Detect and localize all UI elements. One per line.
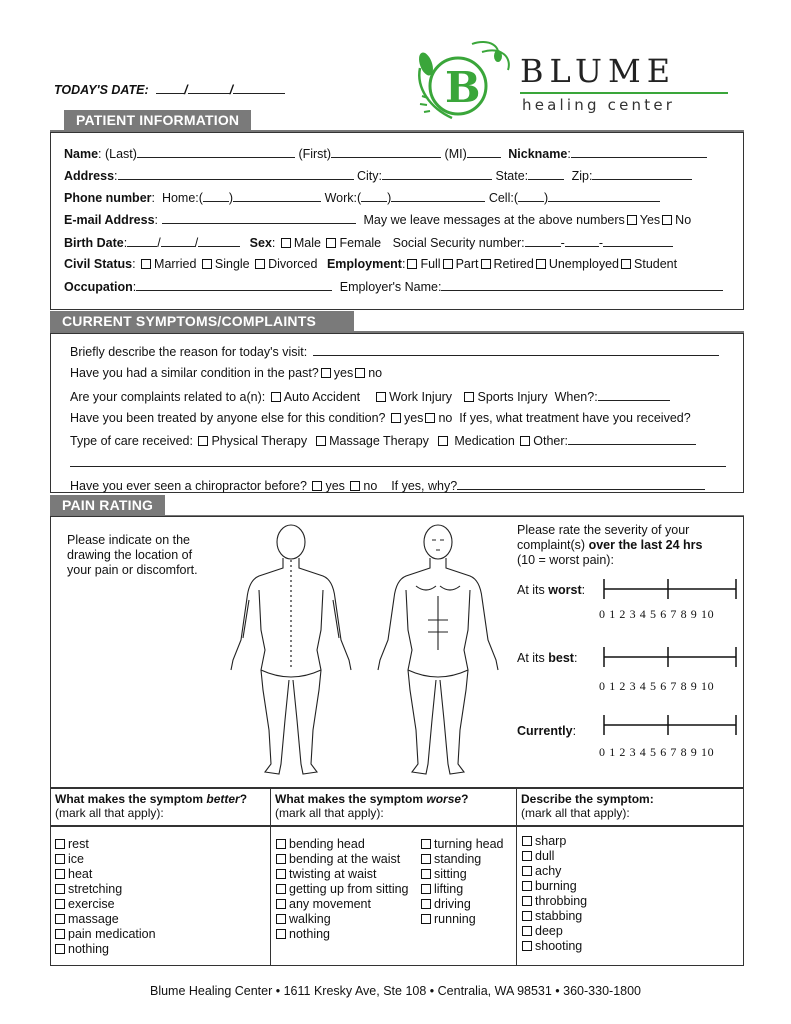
worse-right-list <box>419 837 504 927</box>
brand-name: BLUME <box>520 52 677 90</box>
pain-instructions: Please indicate on the drawing the location of your pain or discomfort. <box>67 533 198 577</box>
list-item-label: nothing <box>68 942 110 956</box>
list-item[interactable] <box>419 837 504 852</box>
list-item[interactable] <box>520 879 587 894</box>
list-item[interactable] <box>520 909 587 924</box>
checkbox[interactable] <box>522 851 532 861</box>
sports-checkbox[interactable] <box>464 392 474 402</box>
list-item-label: burning <box>535 879 577 893</box>
checkbox[interactable] <box>276 869 286 879</box>
list-item[interactable] <box>520 924 587 939</box>
best-scale-numbers: 0 1 2 3 4 5 6 7 8 9 10 <box>599 679 715 693</box>
list-item[interactable] <box>274 927 409 942</box>
list-item-label: any movement <box>289 897 371 911</box>
checkbox[interactable] <box>421 854 431 864</box>
divorced-checkbox[interactable] <box>255 259 265 269</box>
better-column: What makes the symptom better? (mark all that apply): rest ice heat stretching exercise massage pain medication nothing <box>51 789 271 965</box>
list-item-label: stretching <box>68 882 123 896</box>
list-item-label: exercise <box>68 897 115 911</box>
describe-column: Describe the symptom: (mark all that apply): sharp dull achy burning throbbing stabbing deep shooting <box>521 792 654 953</box>
list-item[interactable] <box>274 912 409 927</box>
medication-checkbox[interactable] <box>438 436 448 446</box>
worst-scale-numbers: 0 1 2 3 4 5 6 7 8 9 10 <box>599 607 715 621</box>
section-title: PAIN RATING <box>50 495 165 515</box>
female-checkbox[interactable] <box>326 238 336 248</box>
body-diagram-front[interactable] <box>372 520 504 782</box>
list-item[interactable] <box>53 882 156 897</box>
chiro-no-checkbox[interactable] <box>350 481 360 491</box>
list-item[interactable] <box>419 867 504 882</box>
symptoms-header <box>50 311 744 333</box>
male-checkbox[interactable] <box>281 238 291 248</box>
list-item-label: pain medication <box>68 927 156 941</box>
checkbox[interactable] <box>276 884 286 894</box>
list-item[interactable] <box>520 849 587 864</box>
messages-yes-checkbox[interactable] <box>627 215 637 225</box>
list-item-label: throbbing <box>535 894 588 908</box>
checkbox[interactable] <box>276 914 286 924</box>
list-item-label: ice <box>68 852 84 866</box>
list-item[interactable] <box>53 837 156 852</box>
checkbox[interactable] <box>522 896 532 906</box>
checkbox[interactable] <box>522 836 532 846</box>
similar-yes-checkbox[interactable] <box>321 368 331 378</box>
auto-checkbox[interactable] <box>271 392 281 402</box>
care-row[interactable]: Type of care received: Physical Therapy Massage Therapy Medication Other: <box>70 433 696 448</box>
worst-label: At its worst: <box>517 583 586 597</box>
checkbox[interactable] <box>55 884 65 894</box>
list-item-label: lifting <box>434 882 464 896</box>
worse-left-list <box>274 837 409 942</box>
phone-row[interactable]: Phone number: Home:( ) Work:( ) Cell:( ) <box>64 190 660 205</box>
email-row[interactable]: E-mail Address: May we leave messages at the above numbers Yes No <box>64 213 692 227</box>
retired-checkbox[interactable] <box>481 259 491 269</box>
list-item-label: heat <box>68 867 93 881</box>
list-item[interactable] <box>419 912 504 927</box>
list-item[interactable] <box>53 927 156 942</box>
checkbox[interactable] <box>276 854 286 864</box>
student-checkbox[interactable] <box>621 259 631 269</box>
treated-yes-checkbox[interactable] <box>391 413 401 423</box>
describe-list <box>520 834 587 954</box>
list-item-label: running <box>434 912 476 926</box>
worse-column: What makes the symptom worse? (mark all that apply): bending head bending at the waist twisting at waist getting up from sitting any movement walking nothing turning head standing sitting lifting driving running <box>271 789 517 965</box>
monogram: B <box>445 63 481 112</box>
list-item[interactable] <box>520 834 587 849</box>
list-item-label: massage <box>68 912 119 926</box>
checkbox[interactable] <box>421 914 431 924</box>
checkbox[interactable] <box>55 869 65 879</box>
list-item[interactable] <box>274 882 409 897</box>
checkbox[interactable] <box>55 914 65 924</box>
list-item-label: shooting <box>535 939 583 953</box>
full-checkbox[interactable] <box>407 259 417 269</box>
list-item[interactable] <box>520 939 587 954</box>
checkbox[interactable] <box>276 899 286 909</box>
list-item[interactable] <box>53 942 156 957</box>
similar-row[interactable]: Have you had a similar condition in the past? yes no <box>70 366 383 380</box>
unemployed-checkbox[interactable] <box>536 259 546 269</box>
current-scale-numbers: 0 1 2 3 4 5 6 7 8 9 10 <box>599 745 715 759</box>
chiro-yes-checkbox[interactable] <box>312 481 322 491</box>
checkbox[interactable] <box>522 881 532 891</box>
checkbox[interactable] <box>522 926 532 936</box>
married-checkbox[interactable] <box>141 259 151 269</box>
checkbox[interactable] <box>421 869 431 879</box>
rating-instructions: Please rate the severity of your complaint(s) over the last 24 hrs (10 = worst pain): <box>517 523 703 567</box>
list-item-label: sitting <box>434 867 467 881</box>
list-item-label: bending head <box>289 837 365 851</box>
care-extra-line[interactable] <box>70 466 726 467</box>
checkbox[interactable] <box>55 944 65 954</box>
date-label: TODAY'S DATE: <box>54 83 149 97</box>
brand-subtitle: healing center <box>522 96 676 114</box>
list-item-label: driving <box>434 897 471 911</box>
list-item[interactable] <box>274 837 409 852</box>
best-scale[interactable] <box>600 646 740 668</box>
checkbox[interactable] <box>522 866 532 876</box>
treated-row[interactable]: Have you been treated by anyone else for this condition? yes no If yes, what treatment have you received? <box>70 411 691 425</box>
list-item-label: rest <box>68 837 89 851</box>
list-item[interactable] <box>274 867 409 882</box>
checkbox[interactable] <box>55 929 65 939</box>
todays-date[interactable]: TODAY'S DATE: / / <box>54 82 285 97</box>
section-title: CURRENT SYMPTOMS/COMPLAINTS <box>50 311 354 331</box>
factors-table <box>50 788 744 966</box>
list-item-label: stabbing <box>535 909 583 923</box>
list-item-label: deep <box>535 924 563 938</box>
list-item[interactable] <box>419 852 504 867</box>
body-diagram-back[interactable] <box>225 520 357 782</box>
chiro-row[interactable]: Have you ever seen a chiropractor before? yes no If yes, why? <box>70 478 705 493</box>
occupation-row[interactable]: Occupation: Employer's Name: <box>64 279 723 294</box>
list-item-label: standing <box>434 852 482 866</box>
current-scale[interactable] <box>600 714 740 736</box>
section-title: PATIENT INFORMATION <box>64 110 251 130</box>
list-item[interactable] <box>274 852 409 867</box>
checkbox[interactable] <box>421 839 431 849</box>
list-item-label: twisting at waist <box>289 867 377 881</box>
reason-row[interactable]: Briefly describe the reason for today's visit: <box>70 344 719 359</box>
list-item-label: achy <box>535 864 562 878</box>
similar-no-checkbox[interactable] <box>355 368 365 378</box>
treated-no-checkbox[interactable] <box>425 413 435 423</box>
checkbox[interactable] <box>276 839 286 849</box>
birth-row[interactable]: Birth Date: / / Sex: Male Female Social Security number: - - <box>64 235 673 250</box>
pain-header <box>50 495 744 517</box>
checkbox[interactable] <box>55 899 65 909</box>
list-item-label: turning head <box>434 837 504 851</box>
massage-checkbox[interactable] <box>316 436 326 446</box>
list-item-label: getting up from sitting <box>289 882 409 896</box>
better-list <box>53 837 156 957</box>
list-item-label: nothing <box>289 927 331 941</box>
patient-info-header <box>50 110 744 132</box>
checkbox[interactable] <box>55 839 65 849</box>
list-item[interactable] <box>274 897 409 912</box>
list-item-label: bending at the waist <box>289 852 401 866</box>
list-item[interactable] <box>520 864 587 879</box>
checkbox[interactable] <box>522 941 532 951</box>
list-item[interactable] <box>520 894 587 909</box>
list-item-label: walking <box>289 912 331 926</box>
best-label: At its best: <box>517 651 578 665</box>
worst-scale[interactable] <box>600 578 740 600</box>
checkbox[interactable] <box>421 884 431 894</box>
checkbox[interactable] <box>522 911 532 921</box>
single-checkbox[interactable] <box>202 259 212 269</box>
list-item[interactable] <box>53 912 156 927</box>
work-checkbox[interactable] <box>376 392 386 402</box>
other-checkbox[interactable] <box>520 436 530 446</box>
pt-checkbox[interactable] <box>198 436 208 446</box>
civil-row[interactable]: Civil Status: Married Single Divorced Employment: Full Part Retired Unemployed Student <box>64 257 678 271</box>
list-item[interactable] <box>53 867 156 882</box>
checkbox[interactable] <box>55 854 65 864</box>
list-item-label: dull <box>535 849 555 863</box>
related-row[interactable]: Are your complaints related to a(n): Auto Accident Work Injury Sports Injury When?: <box>70 389 670 404</box>
list-item-label: sharp <box>535 834 567 848</box>
list-item[interactable] <box>53 897 156 912</box>
current-label: Currently: <box>517 724 577 738</box>
checkbox[interactable] <box>421 899 431 909</box>
messages-no-checkbox[interactable] <box>662 215 672 225</box>
list-item[interactable] <box>53 852 156 867</box>
part-checkbox[interactable] <box>443 259 453 269</box>
list-item[interactable] <box>419 882 504 897</box>
checkbox[interactable] <box>276 929 286 939</box>
list-item[interactable] <box>419 897 504 912</box>
footer: Blume Healing Center • 1611 Kresky Ave, Ste 108 • Centralia, WA 98531 • 360-330-1800 <box>149 984 642 998</box>
name-row[interactable]: Name: (Last) (First) (MI) Nickname: <box>64 146 707 161</box>
address-row[interactable]: Address: City: State: Zip: <box>64 168 692 183</box>
